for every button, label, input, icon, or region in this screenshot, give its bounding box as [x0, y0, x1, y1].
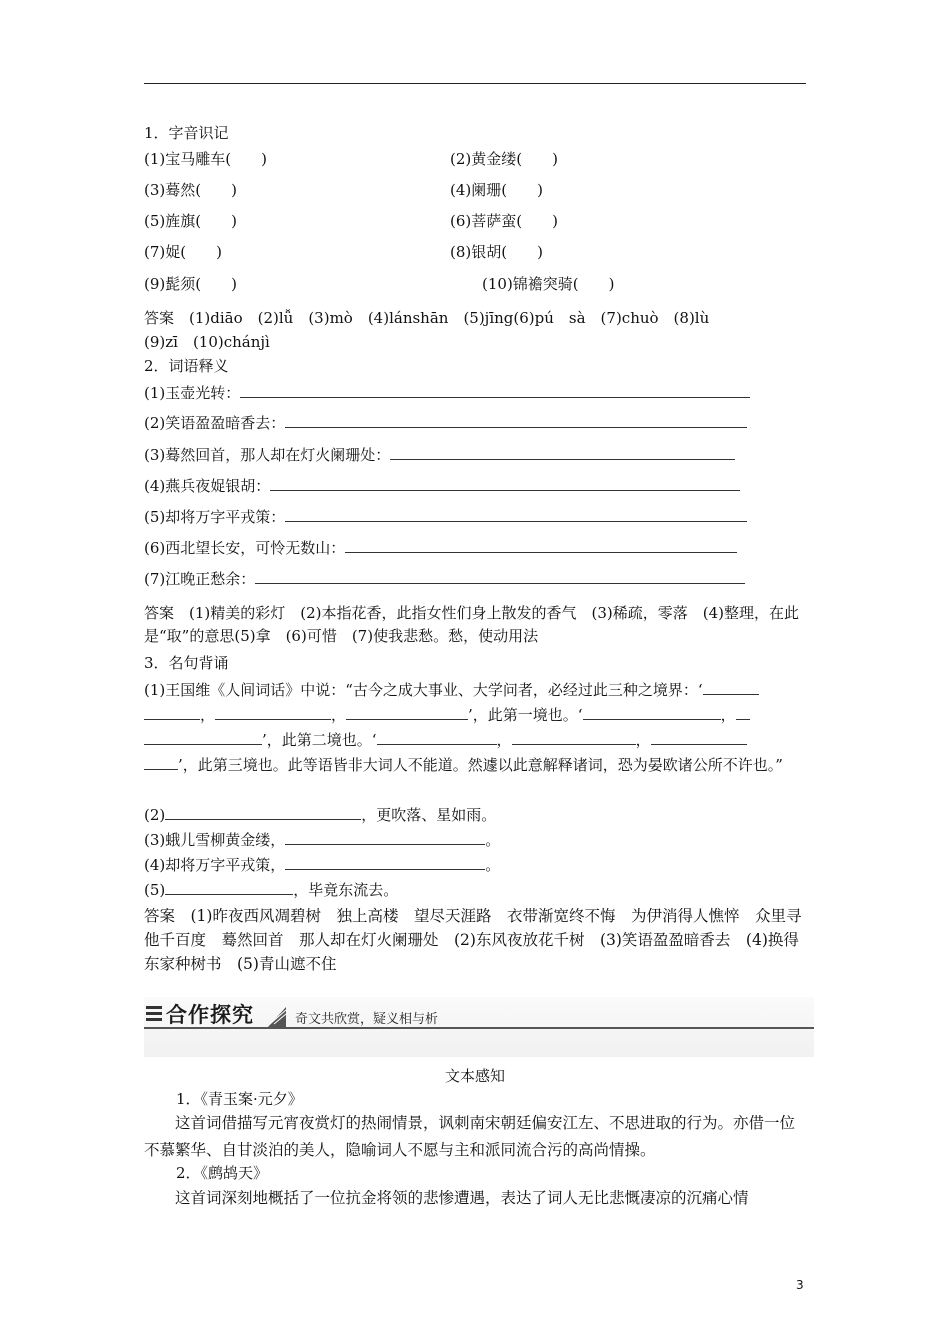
answer-blank[interactable] — [736, 705, 750, 720]
answer-blank[interactable] — [346, 705, 468, 720]
answer-1-line-2: (9)zī (10)chánjì — [144, 333, 270, 351]
definition-label-1: (1)玉壶光转： — [144, 384, 241, 402]
recite-q2 — [144, 805, 496, 825]
definition-item-1 — [144, 383, 750, 403]
recite-q2-suffix: ，更吹落、星如雨。 — [361, 806, 497, 824]
definition-label-6: (6)西北望长安，可怜无数山： — [144, 539, 346, 557]
recite-q1-line-3 — [144, 730, 747, 750]
recite-q5-suffix: ，毕竟东流去。 — [293, 881, 399, 899]
answer-blank[interactable] — [165, 880, 293, 895]
header-rule — [144, 83, 806, 84]
recite-q3 — [144, 830, 500, 850]
definition-item-4 — [144, 476, 740, 496]
recite-q5 — [144, 880, 398, 900]
answer-blank[interactable] — [255, 569, 745, 584]
answer-2: 答案 (1)精美的彩灯 (2)本指花香，此指女性们身上散发的香气 (3)稀疏，零落 (4)整理，在此是“取”的意思(5)拿 (6)可惜 (7)使我悲愁。愁，使动用法 — [144, 604, 799, 645]
poem-paragraph-2: 这首词深刻地概括了一位抗金将领的悲惨遭遇，表达了词人无比悲慨凄凉的沉痛心情 — [175, 1189, 749, 1207]
definition-item-2 — [144, 413, 747, 433]
answer-blank[interactable] — [512, 730, 636, 745]
definition-item-6 — [144, 538, 737, 558]
answer-blank[interactable] — [240, 383, 750, 398]
answer-blank[interactable] — [285, 830, 485, 845]
recite-q1-line-2 — [144, 705, 750, 725]
comma: ， — [331, 706, 347, 724]
answer-blank[interactable] — [215, 705, 331, 720]
definition-label-4: (4)燕兵夜娖银胡： — [144, 477, 271, 495]
answer-blank[interactable] — [144, 730, 262, 745]
comma: ， — [496, 731, 512, 749]
definition-item-7 — [144, 569, 745, 589]
answer-blank[interactable] — [144, 755, 178, 770]
comma: ， — [200, 706, 216, 724]
recite-q1-line-1 — [144, 680, 759, 700]
answer-blank[interactable] — [144, 705, 200, 720]
answer-blank[interactable] — [651, 730, 747, 745]
answer-blank[interactable] — [285, 413, 747, 428]
banner-title: 合作探究 — [166, 1003, 254, 1027]
answer-blank[interactable] — [377, 730, 497, 745]
recite-q1-line-4 — [144, 755, 808, 775]
recite-q1-text-a: (1)王国维《人间词话》中说：“古今之成大事业、大学问者，必经过此三种之境界：‘ — [144, 681, 703, 699]
poem-heading-1: 1．《青玉案·元夕》 — [176, 1090, 303, 1108]
comma: ， — [720, 706, 736, 724]
pinyin-item-4: (4)阑珊( ) — [450, 181, 543, 199]
answer-3: 答案 (1)昨夜西风凋碧树 独上高楼 望尽天涯路 衣带渐宽终不悔 为伊消得人憔悴 众里寻他千百度 蓦然回首 那人却在灯火阑珊处 (2)东风夜放花千树 (3)笑语盈盈暗香去 (4)换得东家种树书 (5)青山遮不住 — [144, 907, 802, 973]
definition-label-2: (2)笑语盈盈暗香去： — [144, 414, 286, 432]
pinyin-item-2: (2)黄金缕( ) — [450, 150, 558, 168]
recite-q1-text-c: ’，此第二境也。‘ — [262, 731, 377, 749]
pinyin-item-5: (5)旌旗( ) — [144, 212, 237, 230]
recite-q5-prefix: (5) — [144, 881, 166, 899]
recite-q1-text-b: ’，此第一境也。‘ — [468, 706, 583, 724]
answer-1-line-1: 答案 (1)diāo (2)lǚ (3)mò (4)lánshān (5)jīng(6)pú sà (7)chuò (8)lù — [144, 309, 710, 327]
recite-q4-suffix: 。 — [485, 856, 501, 874]
answer-blank[interactable] — [270, 476, 740, 491]
answer-blank[interactable] — [285, 507, 747, 522]
banner-subtitle: 奇文共欣赏，疑义相与析 — [295, 1012, 439, 1027]
answer-blank[interactable] — [703, 680, 759, 695]
comma: ， — [635, 731, 651, 749]
pinyin-item-8: (8)银胡( ) — [450, 243, 543, 261]
recite-q4 — [144, 855, 500, 875]
definition-label-5: (5)却将万字平戎策： — [144, 508, 286, 526]
recite-q2-prefix: (2) — [144, 806, 166, 824]
section-3-heading: 3．名句背诵 — [144, 654, 229, 672]
recite-q1-text-d: ’，此第三境也。此等语皆非大词人不能道。然遽以此意解释诸词，恐为晏欧诸公所不许也。” — [178, 756, 783, 774]
section-1-heading: 1．字音识记 — [144, 124, 229, 142]
definition-label-3: (3)蓦然回首，那人却在灯火阑珊处： — [144, 446, 391, 464]
recite-q3-suffix: 。 — [485, 831, 501, 849]
pinyin-item-9: (9)髭须( ) — [144, 275, 237, 293]
pinyin-item-10: (10)锦襜突骑( ) — [482, 275, 615, 293]
section-title: 文本感知 — [444, 1067, 505, 1085]
definition-item-3 — [144, 445, 735, 465]
definition-label-7: (7)江晚正愁余： — [144, 570, 256, 588]
pinyin-item-3: (3)蓦然( ) — [144, 181, 237, 199]
answer-blank[interactable] — [165, 805, 361, 820]
answer-blank[interactable] — [390, 445, 735, 460]
pinyin-item-6: (6)菩萨蛮( ) — [450, 212, 558, 230]
definition-item-5 — [144, 507, 747, 527]
answer-blank[interactable] — [583, 705, 721, 720]
answer-blank[interactable] — [345, 538, 737, 553]
pinyin-item-7: (7)娖( ) — [144, 243, 222, 261]
stripes-icon — [146, 1005, 162, 1025]
section-2-heading: 2．词语释义 — [144, 357, 229, 375]
banner-rule — [144, 1027, 814, 1029]
recite-q3-prefix: (3)蛾儿雪柳黄金缕， — [144, 831, 286, 849]
answer-blank[interactable] — [285, 855, 485, 870]
triangle-icon — [268, 1007, 286, 1027]
poem-paragraph-1: 这首词借描写元宵夜赏灯的热闹情景，讽刺南宋朝廷偏安江左、不思进取的行为。亦借一位不慕繁华、自甘淡泊的美人，隐喻词人不愿与主和派同流合污的高尚情操。 — [144, 1114, 796, 1159]
page-number: 3 — [796, 1278, 804, 1292]
poem-heading-2: 2．《鹧鸪天》 — [176, 1164, 269, 1182]
pinyin-item-1: (1)宝马雕车( ) — [144, 150, 267, 168]
recite-q4-prefix: (4)却将万字平戎策， — [144, 856, 286, 874]
